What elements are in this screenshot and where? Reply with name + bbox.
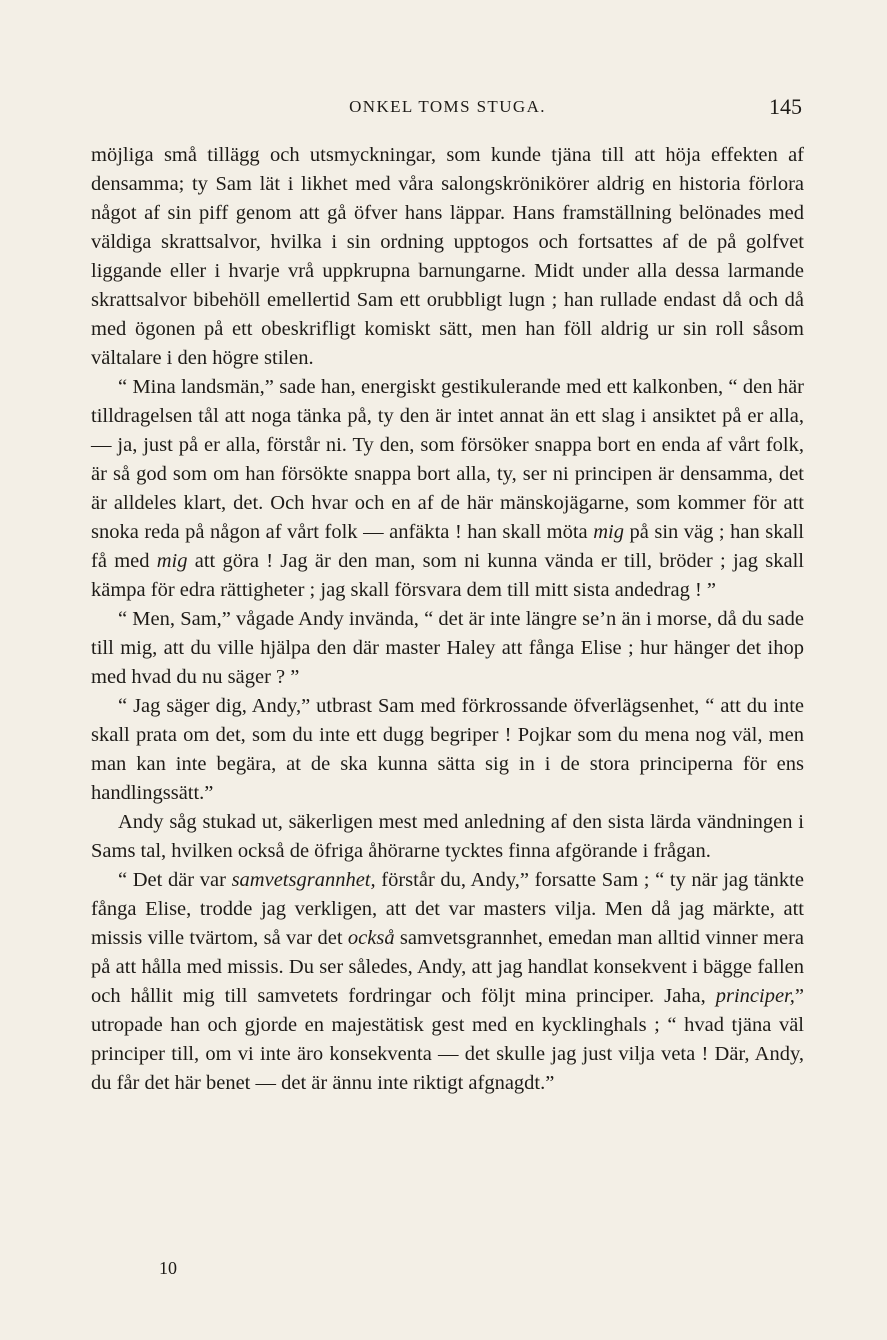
paragraph <box>91 373 804 605</box>
text-span: förstår du, Andy,” forsatte Sam ; “ ty när jag tänkte fånga Elise, trodde jag verkligen, att det var masters vilja. Men då jag märkte, att missis ville tvärtom, så var det <box>91 869 804 949</box>
text-span: att göra ! Jag är den man, som ni kunna vända er till, bröder ; jag skall kämpa för edra rättigheter ; jag skall försvara dem till mitt sista andedrag ! ” <box>91 550 804 601</box>
signature-mark: 10 <box>159 1258 177 1278</box>
italic-text: principer, <box>715 985 795 1007</box>
paragraph <box>91 808 804 866</box>
text-span: samvetsgrannhet, emedan man alltid vinner mera på att hålla med missis. Du ser således, Andy, att jag handlat konsekvent i bägge fallen och hållit mig till samvetets fordringar och följt mina principer. Jaha, <box>91 927 804 1007</box>
body-text <box>91 141 804 1098</box>
italic-text: samvetsgrannhet, <box>231 869 376 891</box>
paragraph <box>91 692 804 808</box>
page-number: 145 <box>769 94 802 119</box>
text-span: ” utropade han och gjorde en majestätisk gest med en kycklinghals ; “ hvad tjäna väl principer till, om vi inte äro konsekventa — det skulle jag just vilja veta ! Där, Andy, du får det här benet — det är ännu inte riktigt afgnagdt.” <box>91 985 804 1094</box>
italic-text: mig <box>593 521 624 543</box>
running-title: ONKEL TOMS STUGA. <box>349 97 546 116</box>
paragraph <box>91 605 804 692</box>
text-span: “ Mina landsmän,” sade han, energiskt gestikulerande med ett kalkonben, “ den här tilldragelsen tål att noga tänka på, ty den är intet annat än ett slag i ansiktet på er alla, — ja, just på er alla, förstår ni. Ty den, som försöker snappa bort en enda af vårt folk, är så god som om han försökte snappa bort alla, ty, ser ni principen är densamma, det är alldeles klart, det. Och hvar och en af de här mänskojägarne, som kommer för att snoka reda på någon af vårt folk — anfäkta ! han skall möta <box>91 376 804 543</box>
text-span: “ Jag säger dig, Andy,” utbrast Sam med förkrossande öfverlägsenhet, “ att du inte skall prata om det, som du inte ett dugg begriper ! Pojkar som du mena nog väl, men man kan inte begära, at de ska kunna sätta sig in i de stora principerna för ens handlingssätt.” <box>91 695 804 804</box>
text-span: Andy såg stukad ut, säkerligen mest med anledning af den sista lärda vändningen i Sams tal, hvilken också de öfriga åhörarne tycktes finna afgörande i frågan. <box>91 811 804 862</box>
paragraph <box>91 866 804 1098</box>
text-span: på sin väg ; han skall få med <box>91 521 804 572</box>
text-span: “ Det där var <box>118 869 232 891</box>
running-head <box>91 92 804 122</box>
italic-text: mig <box>156 550 188 572</box>
text-span: “ Men, Sam,” vågade Andy invända, “ det är inte längre se’n än i morse, då du sade till mig, att du ville hjälpa den där master Haley att fånga Elise ; hur hänger det ihop med hvad du nu säger ? ” <box>91 608 804 688</box>
italic-text: också <box>347 927 395 949</box>
paragraph <box>91 141 804 373</box>
text-span: möjliga små tillägg och utsmyckningar, som kunde tjäna till att höja effekten af densamma; ty Sam lät i likhet med våra salongskrönikörer aldrig en historia förlora något af sin piff genom att gå öfver hans läppar. Hans framställning belönades med väldiga skrattsalvor, hvilka i sin ordning upptogos och fortsattes af de på golfvet liggande eller i hvarje vrå uppkrupna barnungarne. Midt under alla dessa larmande skrattsalvor bibehöll emellertid Sam ett orubbligt lugn ; han rullade endast då och då med ögonen på ett obeskrifligt komiskt sätt, men han föll aldrig ur sin roll såsom vältalare i den högre stilen. <box>91 144 804 369</box>
